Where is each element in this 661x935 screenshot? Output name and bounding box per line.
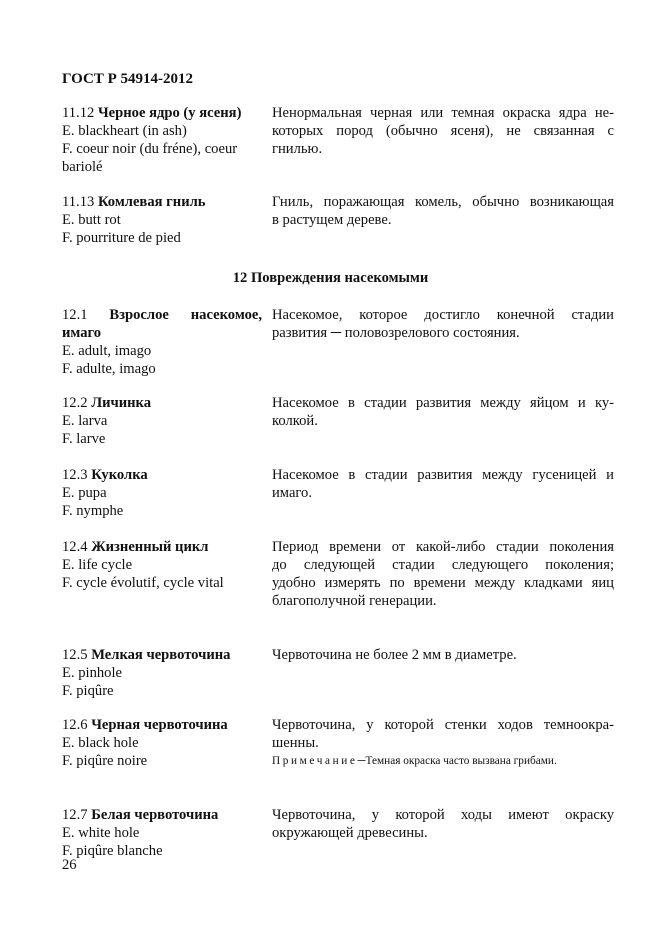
definition-line: которых пород (обычно ясеня), не связанная с xyxy=(272,123,614,139)
term-number: 12.7 xyxy=(62,807,88,823)
term-number: 12.3 xyxy=(62,467,88,483)
term-ru: Белая червоточина xyxy=(91,807,219,823)
term-number: 12.5 xyxy=(62,647,88,663)
term-ru: Мелкая червоточина xyxy=(91,647,231,663)
term-ru: Жизненный цикл xyxy=(91,539,209,555)
definition-line: Период времени от какой-либо стадии поколения xyxy=(272,539,614,555)
definition-column xyxy=(272,306,614,342)
term-ru: Комлевая гниль xyxy=(97,194,206,210)
term-fr: F. adulte, imago xyxy=(62,361,156,377)
definition-line: в растущем дереве. xyxy=(272,212,392,228)
definition-line: Насекомое, которое достигло конечной стадии xyxy=(272,307,614,323)
term-fr: F. cycle évolutif, cycle vital xyxy=(62,575,224,591)
definition-line: Ненормальная черная или темная окраска ядра не- xyxy=(272,105,614,121)
term-ru-cont: имаго xyxy=(62,325,102,341)
term-fr: F. piqûre xyxy=(62,683,114,699)
term-en: E. white hole xyxy=(62,825,140,841)
term-ru: Взрослое насекомое, xyxy=(109,307,262,323)
definition-column xyxy=(272,193,614,229)
definition-line: шенны. xyxy=(272,735,319,751)
definition-line: Насекомое в стадии развития между гусеницей и xyxy=(272,467,614,483)
term-number: 12.6 xyxy=(62,717,88,733)
term-number: 12.1 xyxy=(62,307,88,323)
definition-line: развития ─ половозрелового состояния. xyxy=(272,325,520,341)
section-heading: 12 Повреждения насекомыми xyxy=(232,270,429,286)
note-text: ─Темная окраска часто вызвана грибами. xyxy=(357,755,557,767)
term-en: E. pinhole xyxy=(62,665,122,681)
term-en: E. larva xyxy=(62,413,108,429)
term-en: E. life cycle xyxy=(62,557,133,573)
definition-line: гнилью. xyxy=(272,141,323,157)
term-column xyxy=(62,538,262,592)
term-column xyxy=(62,306,262,378)
term-en: E. adult, imago xyxy=(62,343,152,359)
term-en: E. black hole xyxy=(62,735,139,751)
term-column xyxy=(62,104,262,176)
term-number: 12.4 xyxy=(62,539,88,555)
term-en: E. butt rot xyxy=(62,212,121,228)
term-fr: bariolé xyxy=(62,159,103,175)
term-number: 12.2 xyxy=(62,395,88,411)
term-column xyxy=(62,466,262,520)
definition-line: Гниль, поражающая комель, обычно возникающая xyxy=(272,194,614,210)
term-en: E. pupa xyxy=(62,485,107,501)
term-fr: F. coeur noir (du fréne), coeur xyxy=(62,141,238,157)
definition-line: окружающей древесины. xyxy=(272,825,428,841)
definition-column xyxy=(272,716,614,770)
term-ru: Черная червоточина xyxy=(91,717,228,733)
term-fr: F. nymphe xyxy=(62,503,124,519)
term-fr: F. pourriture de pied xyxy=(62,230,181,246)
definition-line: Червоточина, у которой ходы имеют окраску xyxy=(272,807,614,823)
definition-line: Насекомое в стадии развития между яйцом и ку- xyxy=(272,395,614,411)
term-fr: F. piqûre noire xyxy=(62,753,148,769)
term-ru: Черное ядро (у ясеня) xyxy=(97,105,242,121)
definition-column xyxy=(272,104,614,158)
definition-line: благополучной генерации. xyxy=(272,593,437,609)
term-column xyxy=(62,646,262,700)
definition-column xyxy=(272,466,614,502)
definition-line: колкой. xyxy=(272,413,318,429)
term-en: E. blackheart (in ash) xyxy=(62,123,187,139)
term-ru: Личинка xyxy=(91,395,152,411)
term-fr: F. larve xyxy=(62,431,106,447)
term-column xyxy=(62,806,262,860)
definition-line: удобно измерять по времени между кладками яиц xyxy=(272,575,614,591)
definition-line: имаго. xyxy=(272,485,312,501)
term-column xyxy=(62,394,262,448)
term-ru: Куколка xyxy=(91,467,148,483)
note xyxy=(272,752,614,770)
definition-column xyxy=(272,806,614,842)
definition-column xyxy=(272,538,614,610)
page-number: 26 xyxy=(62,857,77,873)
note-label: Примечание xyxy=(272,755,358,767)
term-column xyxy=(62,193,262,247)
term-column xyxy=(62,716,262,770)
definition-line: Червоточина, у которой стенки ходов темноокра- xyxy=(272,717,614,733)
term-number: 11.13 xyxy=(62,194,95,210)
definition-column xyxy=(272,646,614,664)
document-header: ГОСТ Р 54914-2012 xyxy=(62,71,194,87)
definition-column xyxy=(272,394,614,430)
definition-line: Червоточина не более 2 мм в диаметре. xyxy=(272,647,517,663)
term-number: 11.12 xyxy=(62,105,95,121)
definition-line: до следующей стадии следующего поколения; xyxy=(272,557,614,573)
term-fr: F. piqûre blanche xyxy=(62,843,163,859)
